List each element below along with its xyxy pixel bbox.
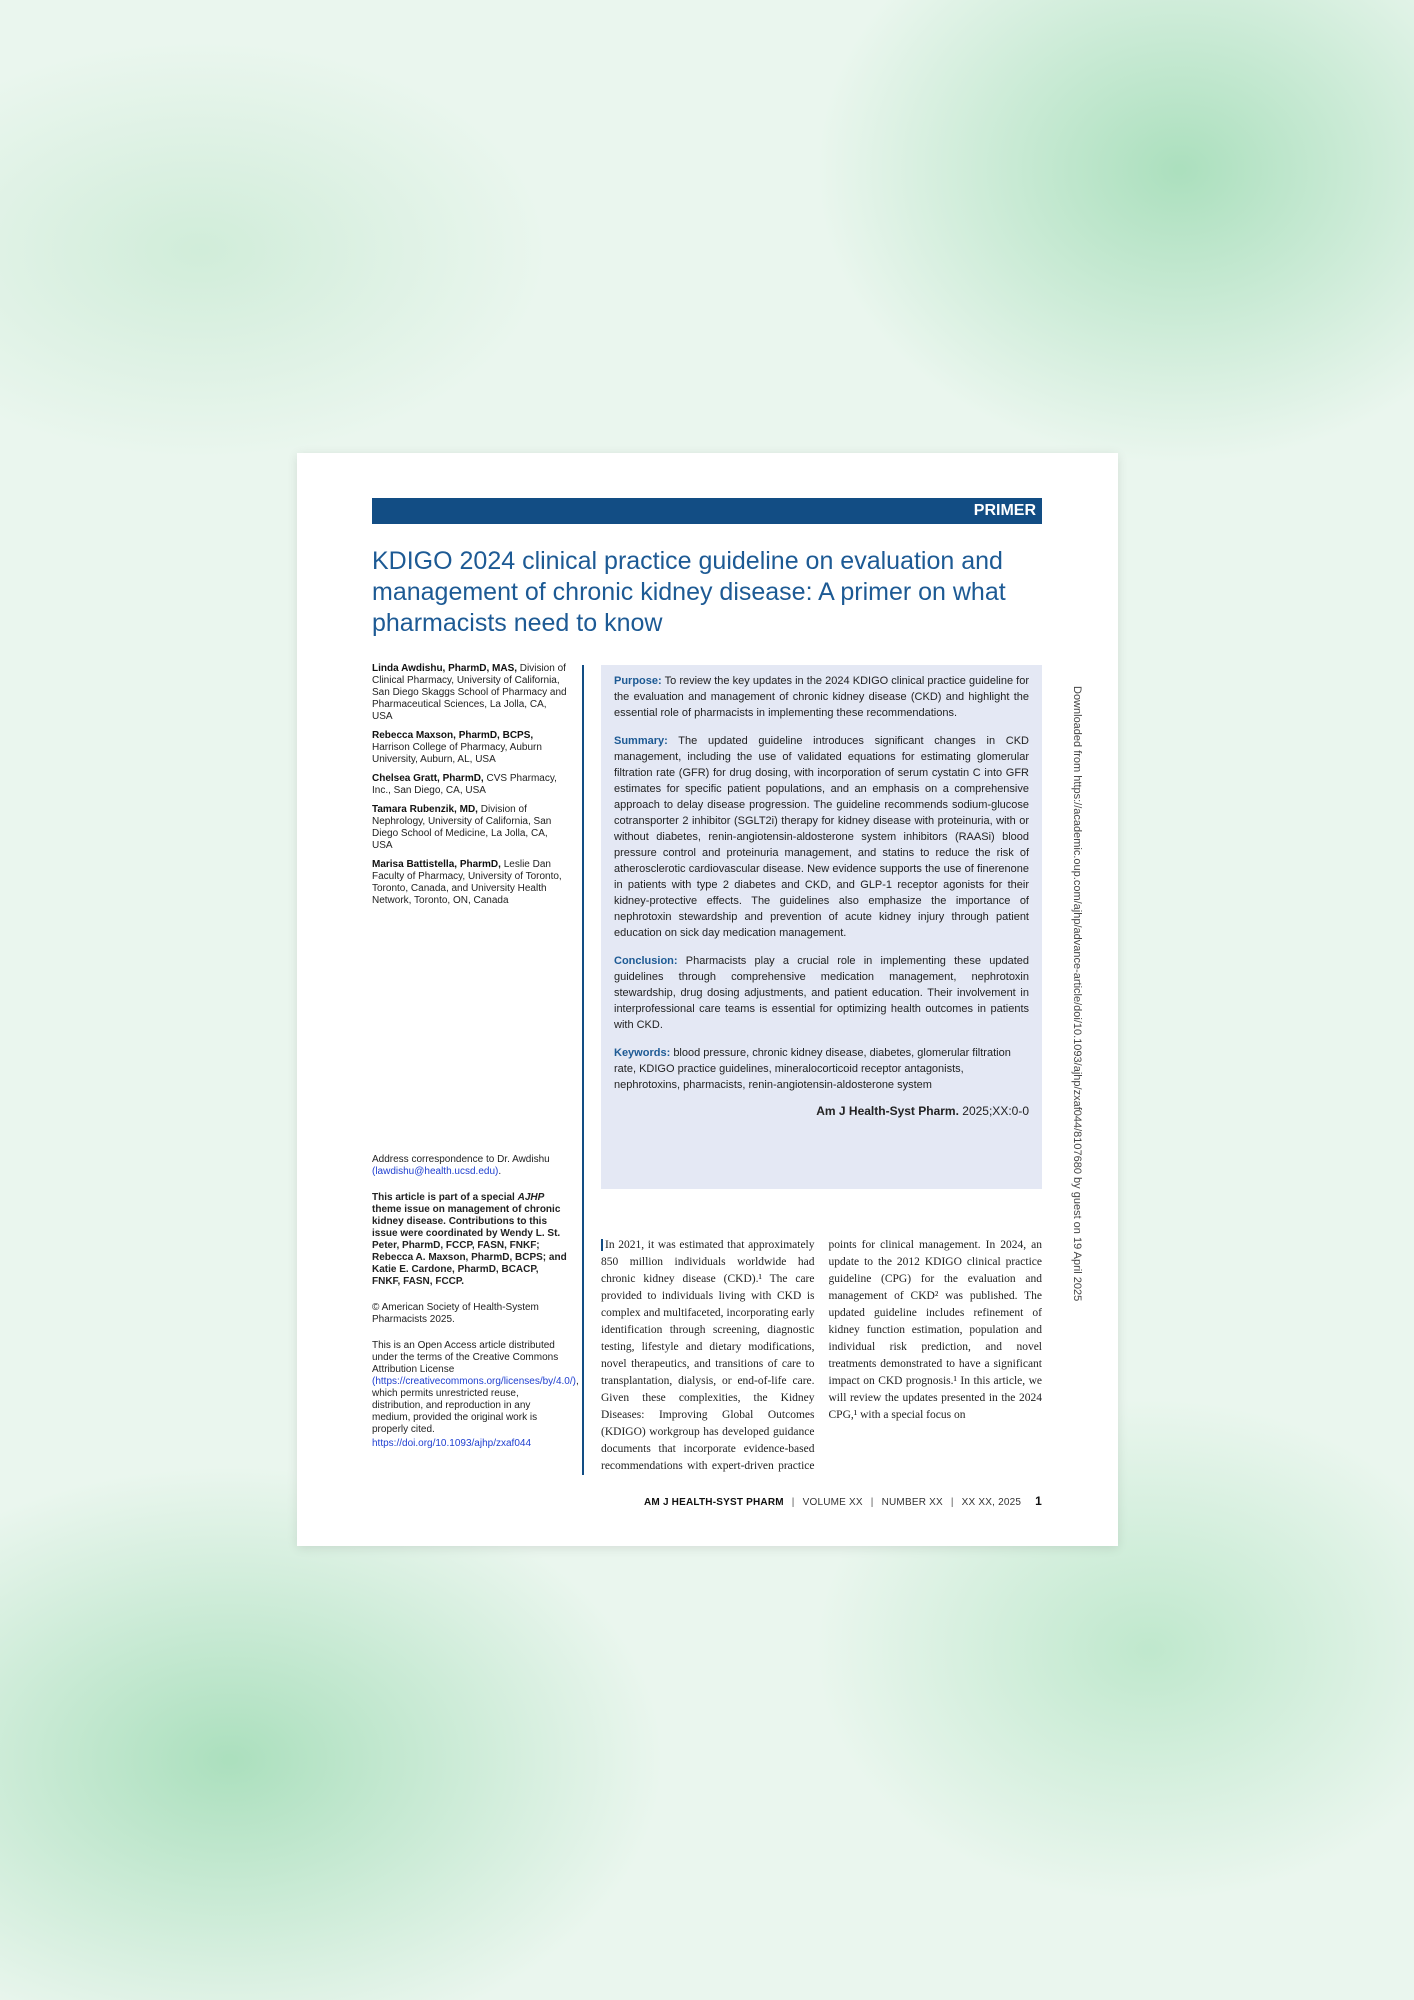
column-divider xyxy=(582,665,584,1475)
footer-journal: AM J HEALTH-SYST PHARM xyxy=(644,1497,784,1508)
article-notes xyxy=(372,1154,579,1450)
footer-number: NUMBER XX xyxy=(881,1497,943,1508)
conclusion-heading: Conclusion: xyxy=(614,955,678,967)
body-paragraph: In 2021, it was estimated that approximately 850 million individuals worldwide had chronic kidney disease (CKD).¹ The care provided to individuals living with CKD is complex and multifaceted, incorporating early identification through screening, diagnostic testing, lifestyle and dietary modifications, novel therapeutics, and transitions of care to transplantation, dialysis, or end-of-life care. Given these complexities, the Kidney Diseases: Improving Global Outcomes (KDIGO) workgroup has developed guidance documents that incorporate evidence-based recommendations with expert-driven practice points for clinical management. In 2024, an update to the 2012 KDIGO clinical practice guideline (CPG) for the evaluation and management of CKD² was published. The updated guideline includes refinement of kidney function estimation, population and individual risk prediction, and novel treatments demonstrated to have a significant impact on CKD prognosis.¹ In this article, we will review the updates presented in the 2024 CPG,¹ with a special focus on xyxy=(601,1239,1042,1472)
correspondence-email-link[interactable]: (lawdishu@health.ucsd.edu) xyxy=(372,1166,499,1177)
abstract-box xyxy=(601,665,1042,1189)
doi-link[interactable]: https://doi.org/10.1093/ajhp/zxaf044 xyxy=(372,1438,532,1449)
author-entry xyxy=(372,663,567,723)
author-name: Tamara Rubenzik, MD, xyxy=(372,804,478,815)
author-entry xyxy=(372,773,567,797)
author-name: Marisa Battistella, PharmD, xyxy=(372,859,501,870)
page-number: 1 xyxy=(1035,1494,1042,1508)
citation-line: Am J Health-Syst Pharm. 2025;XX:0-0 xyxy=(816,1104,1029,1118)
author-affiliation: Leslie Dan Faculty of Pharmacy, University of Toronto, Toronto, Canada, and University Health Network, Toronto, ON, Canada xyxy=(372,859,562,906)
correspondence-note: Address correspondence to Dr. Awdishu (lawdishu@health.ucsd.edu). xyxy=(372,1154,550,1177)
article-page xyxy=(297,453,1118,1546)
page-footer: AM J HEALTH-SYST PHARM | VOLUME XX | NUMBER XX | XX XX, 2025 1 xyxy=(644,1494,1042,1508)
author-affiliation: Harrison College of Pharmacy, Auburn University, Auburn, AL, USA xyxy=(372,742,542,765)
author-entry xyxy=(372,804,567,852)
author-list xyxy=(372,663,567,914)
abstract-keywords: Keywords: blood pressure, chronic kidney disease, diabetes, glomerular filtration rate, KDIGO practice guidelines, mineralocorticoid receptor antagonists, nephrotoxins, pharmacists, renin-angiotensin-aldosterone system xyxy=(614,1047,1011,1091)
license-link[interactable]: (https://creativecommons.org/licenses/by/4.0/) xyxy=(372,1376,576,1387)
author-name: Chelsea Gratt, PharmD, xyxy=(372,773,484,784)
author-entry xyxy=(372,730,567,766)
theme-issue-note: This article is part of a special AJHP theme issue on management of chronic kidney disease. Contributions to this issue were coordinated by Wendy L. St. Peter, PharmD, FCCP, FASN, FNKF; Rebecca A. Maxson, PharmD, BCPS; and Katie E. Cardone, PharmD, BCACP, FNKF, FASN, FCCP. xyxy=(372,1192,567,1287)
author-affiliation: Division of Nephrology, University of California, San Diego School of Medicine, La Jolla, CA, USA xyxy=(372,804,552,851)
author-affiliation: Division of Clinical Pharmacy, University of California, San Diego Skaggs School of Pharmacy and Pharmaceutical Sciences, La Jolla, CA, USA xyxy=(372,663,567,722)
article-body xyxy=(601,1237,1042,1475)
license-note: This is an Open Access article distributed under the terms of the Creative Commons Attribution License (https://creativecommons.org/licenses/by/4.0/), which permits unrestricted reuse, distribution, and reproduction in any medium, provided the original work is properly cited. xyxy=(372,1340,579,1435)
copyright-note: © American Society of Health-System Pharmacists 2025. xyxy=(372,1302,539,1325)
keywords-heading: Keywords: xyxy=(614,1047,671,1059)
author-affiliation: CVS Pharmacy, Inc., San Diego, CA, USA xyxy=(372,773,557,796)
abstract-summary: Summary: The updated guideline introduces significant changes in CKD management, including the use of validated equations for estimating glomerular filtration rate (GFR) for drug dosing, with incorporation of serum cystatin C into GFR estimates for specific patient populations, and an emphasis on a comprehensive approach to delay disease progression. The guideline recommends sodium-glucose cotransporter 2 inhibitor (SGLT2i) therapy for kidney disease with proteinuria, with or without diabetes, renin-angiotensin-aldosterone system inhibitors (RAASi) blood pressure control and proteinuria management, and statins to reduce the risk of atherosclerotic cardiovascular disease. New evidence supports the use of finerenone in patients with type 2 diabetes and CKD, and GLP-1 receptor agonists for their kidney-protective effects. The guidelines also emphasize the importance of nephrotoxin stewardship and prevention of acute kidney injury through patient education on sick day medication management. xyxy=(614,735,1029,939)
author-name: Rebecca Maxson, PharmD, BCPS, xyxy=(372,730,534,741)
abstract-purpose: Purpose: To review the key updates in the 2024 KDIGO clinical practice guideline for the evaluation and management of chronic kidney disease (CKD) and highlight the essential role of pharmacists in implementing these recommendations. xyxy=(614,675,1030,719)
author-entry xyxy=(372,859,567,907)
section-banner: PRIMER xyxy=(372,498,1042,524)
download-note: Downloaded from https://academic.oup.com/ajhp/advance-article/doi/10.1093/ajhp/zxaf044/8107680 by guest on 19 April 2025 xyxy=(1071,686,1083,1302)
summary-heading: Summary: xyxy=(614,735,668,747)
journal-abbrev: AJHP xyxy=(517,1192,545,1203)
footer-volume: VOLUME XX xyxy=(802,1497,863,1508)
author-name: Linda Awdishu, PharmD, MAS, xyxy=(372,663,518,674)
article-title: KDIGO 2024 clinical practice guideline on evaluation and management of chronic kidney disease: A primer on what pharmacists need to know xyxy=(372,547,1006,637)
footer-date: XX XX, 2025 xyxy=(961,1497,1022,1508)
drop-cap: I xyxy=(601,1239,609,1251)
abstract-conclusion: Conclusion: Pharmacists play a crucial role in implementing these updated guidelines through comprehensive medication management, nephrotoxin stewardship, drug dosing adjustments, and patient education. Their involvement in interprofessional care teams is essential for optimizing health outcomes in patients with CKD. xyxy=(614,955,1030,1031)
purpose-heading: Purpose: xyxy=(614,675,662,687)
